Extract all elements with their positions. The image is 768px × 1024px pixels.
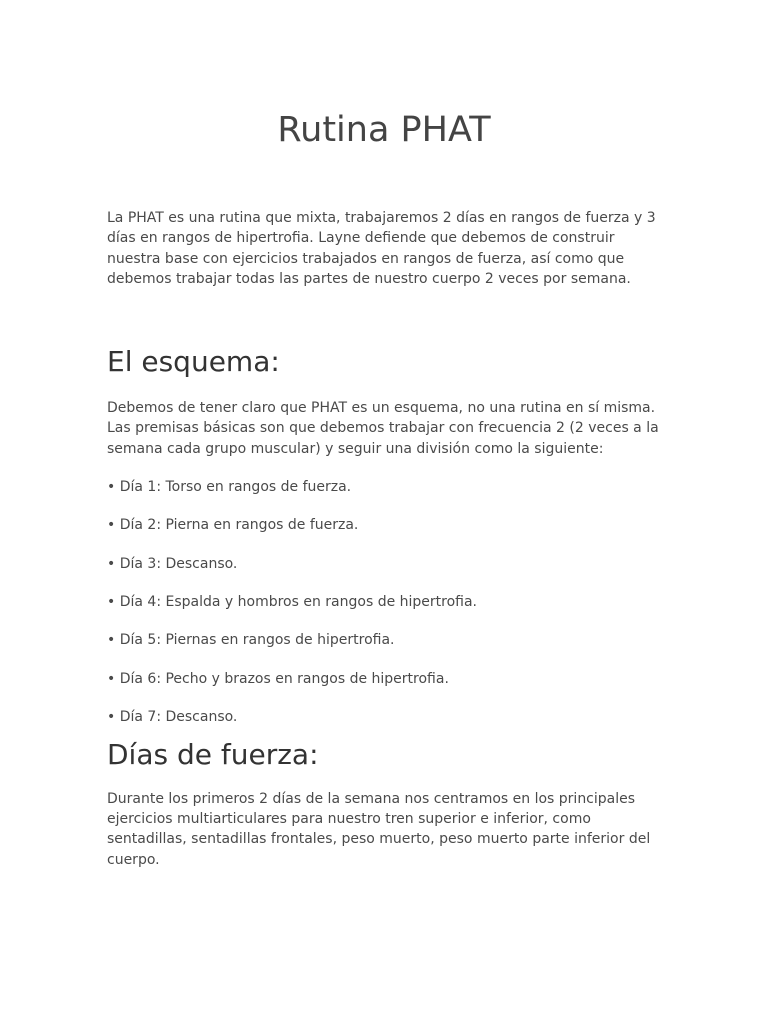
list-item: • Día 5: Piernas en rangos de hipertrofia.: [107, 632, 395, 649]
document-title: Rutina PHAT: [277, 110, 491, 150]
dias-de-fuerza-paragraph: Durante los primeros 2 días de la semana nos centramos en los principales ejercicios multiarticulares para nuestro tren superior e inferior, como sentadillas, sentadillas frontales, peso muerto, peso muerto parte inferior del cuerpo.: [107, 790, 651, 868]
day-schedule-list: [107, 477, 661, 727]
section-heading-esquema: El esquema:: [107, 345, 280, 379]
list-item: • Día 2: Pierna en rangos de fuerza.: [107, 517, 359, 534]
section-heading-dias-de-fuerza: Días de fuerza:: [107, 737, 319, 771]
esquema-paragraph: Debemos de tener claro que PHAT es un esquema, no una rutina en sí misma. Las premisas básicas son que debemos trabajar con frecuencia 2 (2 veces a la semana cada grupo muscular) y seguir una división como la siguiente:: [107, 400, 659, 457]
intro-paragraph: La PHAT es una rutina que mixta, trabajaremos 2 días en rangos de fuerza y 3 días en rangos de hipertrofia. Layne defiende que debemos de construir nuestra base con ejercicios trabajados en rangos de fuerza, así como que debemos trabajar todas las partes de nuestro cuerpo 2 veces por semana.: [107, 210, 656, 287]
list-item: • Día 7: Descanso.: [107, 708, 238, 725]
list-item: • Día 4: Espalda y hombros en rangos de hipertrofia.: [107, 593, 478, 610]
list-item: • Día 3: Descanso.: [107, 555, 238, 572]
list-item: • Día 6: Pecho y brazos en rangos de hipertrofia.: [107, 670, 449, 687]
list-item: • Día 1: Torso en rangos de fuerza.: [107, 479, 352, 496]
